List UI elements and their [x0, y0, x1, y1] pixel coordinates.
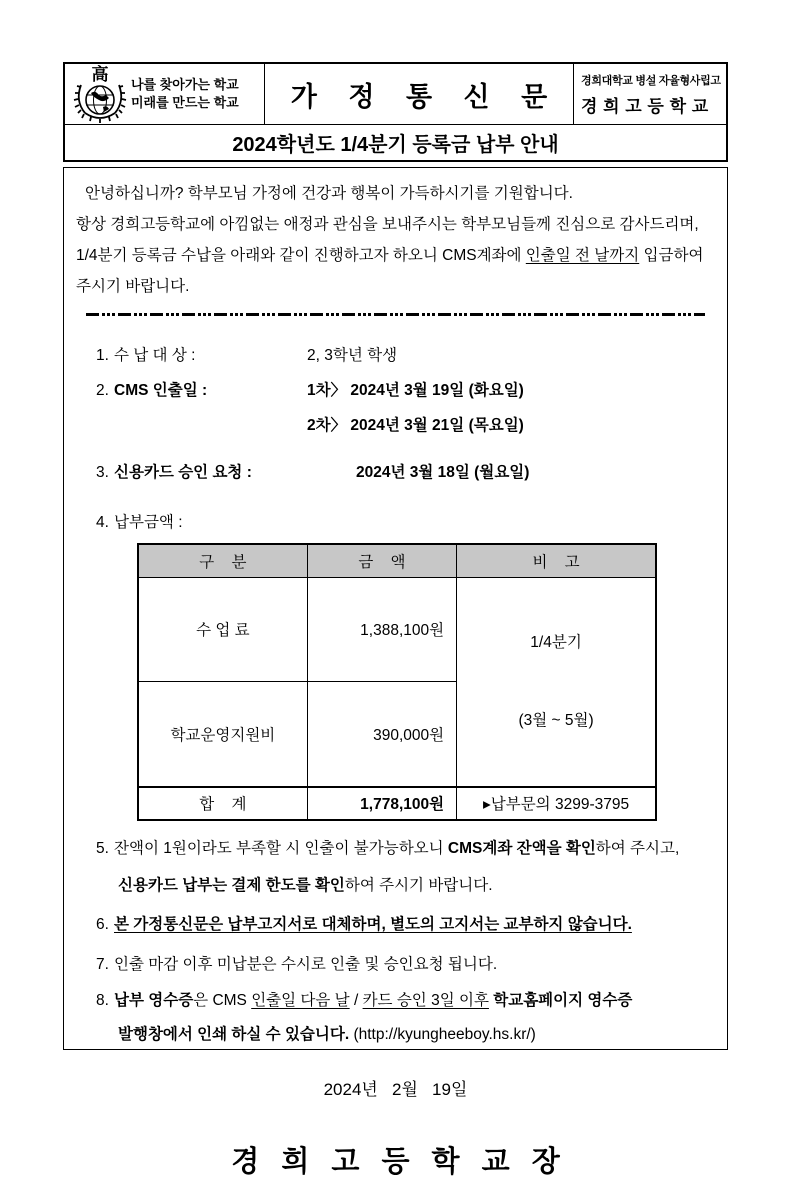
header-row: [65, 64, 726, 124]
cell-total-label: 합 계: [138, 787, 307, 820]
cell-operation-fee-amount: 390,000원: [307, 682, 456, 787]
item8-number: 8.: [96, 991, 109, 1009]
table-total-row: [138, 787, 656, 820]
item8-bold3: 발행창에서 인쇄 하실 수 있습니다.: [118, 1025, 350, 1043]
school-slogans: [131, 76, 239, 112]
item3-value: 2024년 3월 18일 (월요일): [356, 464, 530, 481]
header-note: 비 고: [457, 544, 656, 577]
greeting-line: 안녕하십니까? 학부모님 가정에 건강과 행복이 가득하시기를 기원합니다.: [85, 185, 573, 202]
item5-bold1: CMS계좌 잔액을 확인: [447, 839, 596, 857]
item-credit-limit-check: [96, 873, 715, 895]
item8-bold1: 납부 영수증: [114, 991, 194, 1009]
item2-first-date: 1차〉 2024년 3월 19일 (화요일): [307, 382, 524, 399]
cell-tuition-amount: 1,388,100원: [307, 577, 456, 682]
svg-text:高: 高: [91, 65, 109, 85]
intro-text-1: 항상 경희고등학교에 아낌없는 애정과 관심을 보내주시는 학부모님들께 진심으로 감사드리며, 1/4분기 등록금 수납을 아래와 같이 진행하고자 하오니 CMS계좌에: [76, 216, 699, 264]
item8-seg1: 은 CMS: [193, 991, 252, 1009]
notes-section: [76, 836, 715, 1044]
notice-title: 2024학년도 1/4분기 등록금 납부 안내: [232, 134, 559, 156]
item-notice-replaces-bill: [96, 912, 715, 934]
item8-underline2: 카드 승인 3일 이후: [362, 991, 489, 1009]
item8-underline1: 인출일 다음 날: [251, 991, 350, 1009]
cell-operation-fee-label: 학교운영지원비: [138, 682, 307, 787]
header: [63, 62, 728, 162]
notice-title-row: [65, 124, 726, 160]
notice-document: [63, 62, 728, 1178]
item-payment-amount: [96, 510, 715, 532]
document-type-title: 가 정 통 신 문: [290, 81, 548, 112]
intro-paragraph: [76, 209, 715, 302]
item2-label: CMS 인출일 :: [114, 382, 208, 399]
cell-tuition-label: 수 업 료: [138, 577, 307, 682]
item8-text: [114, 988, 632, 1010]
cell-quarter-note: [457, 577, 656, 787]
item-credit-card-approval: [96, 460, 715, 482]
item4-label: 납부금액 :: [114, 514, 183, 531]
item-payment-target: [96, 343, 715, 365]
header-amount: 금 액: [307, 544, 456, 577]
slogan-line2: 미래를 만드는 학교: [131, 95, 239, 110]
item2-second-date: 2차〉 2024년 3월 21일 (목요일): [307, 417, 524, 434]
item7-number: 7.: [96, 955, 109, 973]
item5-bold2: 신용카드 납부는 결제 한도를 확인: [118, 876, 345, 894]
item2-number: 2.: [96, 382, 109, 399]
school-affiliation: 경희대학교 병설 자율형사립고: [581, 74, 721, 87]
item6-number: 6.: [96, 915, 109, 933]
item5-seg3: 하여 주시기 바랍니다.: [344, 876, 493, 894]
item8-seg2: /: [349, 991, 363, 1009]
item-cms-withdrawal-date: [96, 378, 715, 400]
note-months: (3월 ~ 5월): [518, 711, 594, 729]
item5-text: [114, 836, 679, 858]
school-emblem-icon: [73, 65, 127, 123]
item8-bold2: 학교홈페이지 영수증: [488, 991, 633, 1009]
note-quarter: 1/4분기: [530, 633, 582, 651]
item4-number: 4.: [96, 514, 109, 531]
header-right-cell: [574, 64, 726, 124]
item1-number: 1.: [96, 347, 109, 364]
payment-table: [137, 543, 657, 821]
item-unpaid-rewithdrawal: [96, 952, 715, 974]
cell-total-amount: 1,778,100원: [307, 787, 456, 820]
item7-text: 인출 마감 이후 미납분은 수시로 인출 및 승인요청 됩니다.: [114, 955, 498, 973]
item3-number: 3.: [96, 464, 109, 481]
item-receipt-info-line2: [96, 1022, 715, 1044]
header-left-cell: [65, 64, 265, 124]
item-balance-check: [96, 836, 715, 858]
item6-text: 본 가정통신문은 납부고지서로 대체하며, 별도의 고지서는 교부하지 않습니다.: [114, 915, 632, 933]
intro-underlined-text: 인출일 전 날까지: [525, 247, 640, 264]
item1-value: 2, 3학년 학생: [307, 347, 398, 364]
numbered-items: [76, 343, 715, 532]
item3-label: 신용카드 승인 요청 :: [114, 464, 252, 481]
item5-seg1: 잔액이 1원이라도 부족할 시 인출이 불가능하오니: [114, 839, 448, 857]
header-category: 구 분: [138, 544, 307, 577]
notice-body: [63, 167, 728, 1178]
item-receipt-info: [96, 988, 715, 1010]
table-header-row: [138, 544, 656, 577]
issue-date: 2024년 2월 19일: [323, 1079, 468, 1099]
item1-label: 수 납 대 상 :: [114, 347, 196, 364]
item5-seg2: 하여 주시고,: [595, 839, 680, 857]
intro-text-2: 입금하여 주시기 바랍니다.: [76, 247, 704, 295]
header-center-cell: [265, 64, 574, 124]
principal-signature: 경 희 고 등 학 교 장: [231, 1145, 560, 1178]
item5-number: 5.: [96, 839, 109, 857]
slogan-line1: 나를 찾아가는 학교: [131, 77, 239, 92]
table-row: [138, 577, 656, 682]
item8-homepage-url: (http://kyungheeboy.hs.kr/): [349, 1025, 536, 1043]
dashed-divider: [86, 313, 705, 316]
intro-section: [76, 178, 715, 302]
school-name: 경 희 고 등 학 교: [581, 96, 709, 116]
cell-payment-contact: ▸납부문의 3299-3795: [457, 787, 656, 820]
item-cms-second-date-row: [96, 413, 715, 435]
